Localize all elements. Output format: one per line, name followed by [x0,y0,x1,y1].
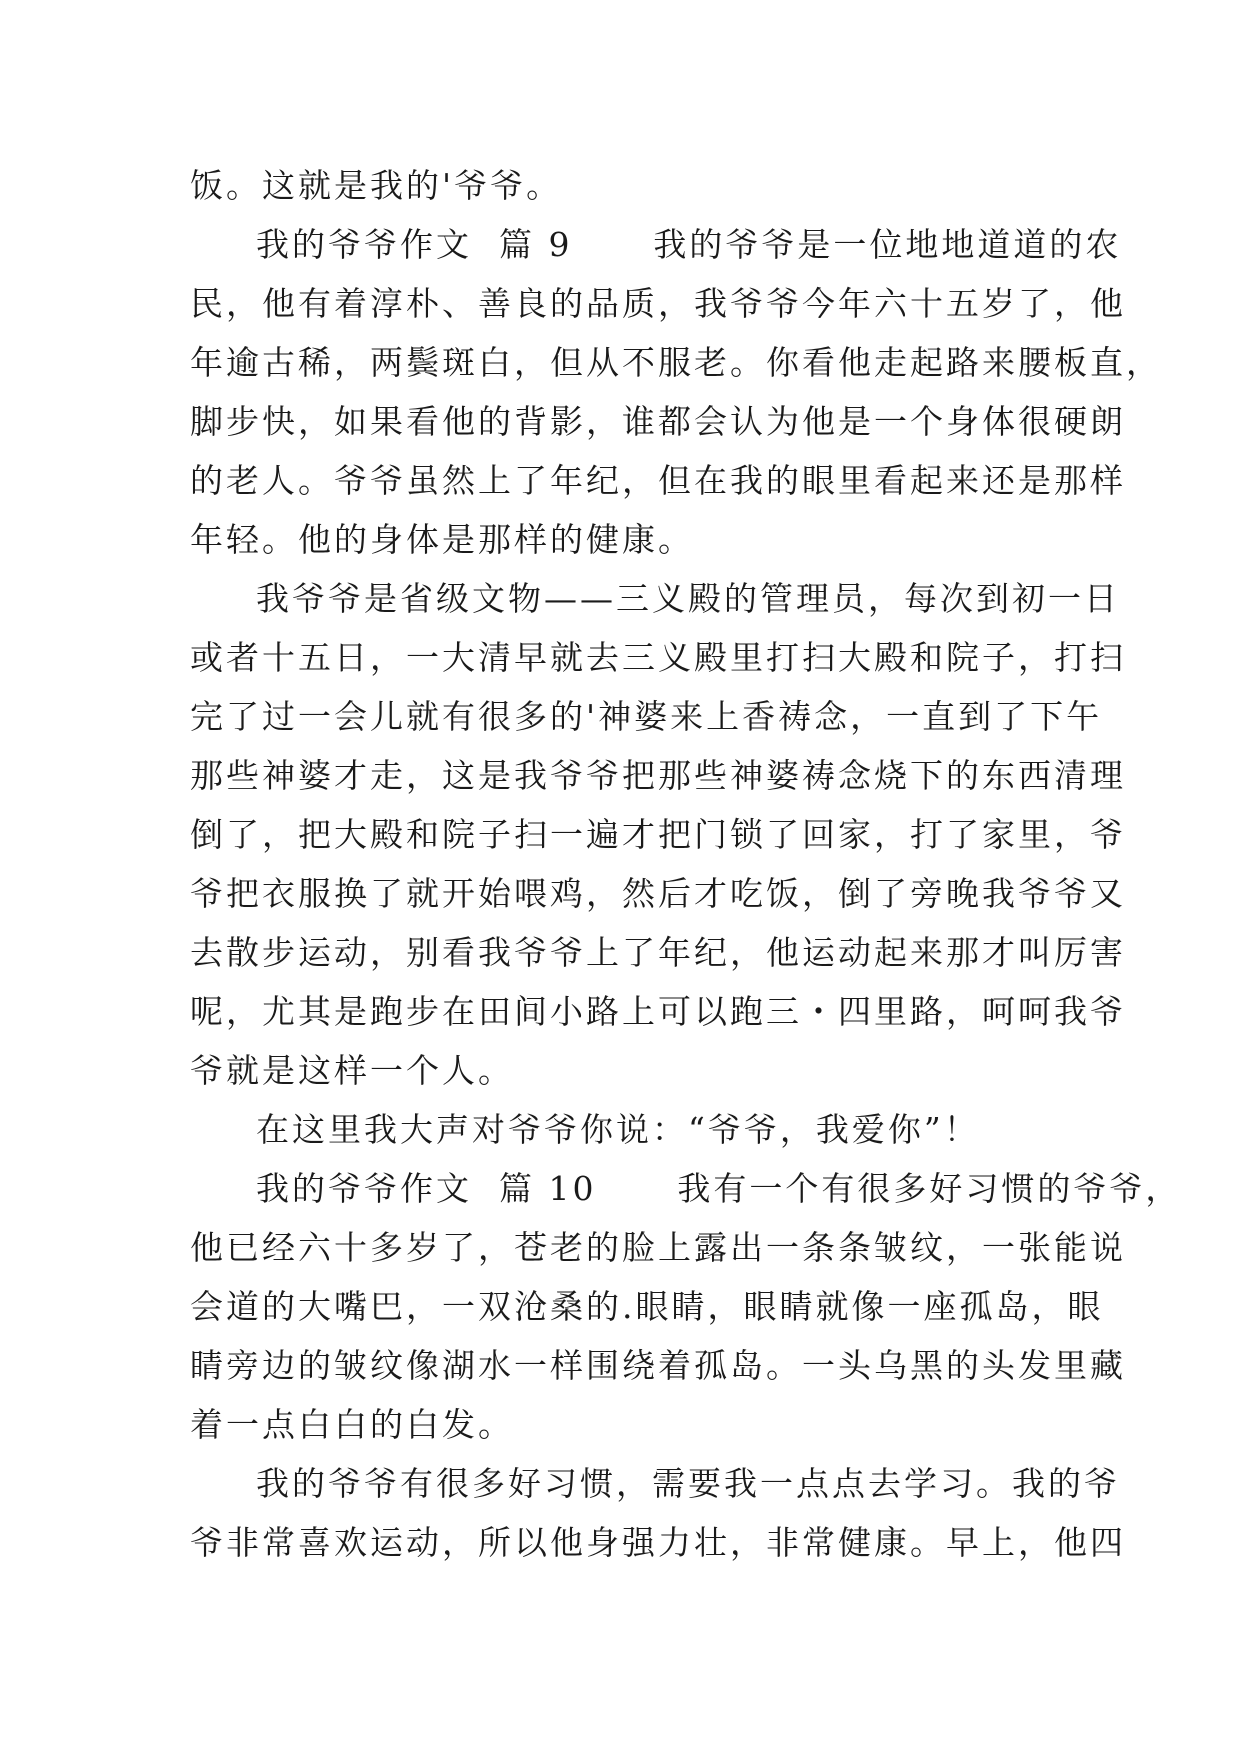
text-line: 我的爷爷作文 篇 9 我的爷爷是一位地地道道的农 [256,225,1122,264]
text-line: 民，他有着淳朴、善良的品质，我爷爷今年六十五岁了，他 [190,284,1126,323]
text-line: 呢，尤其是跑步在田间小路上可以跑三・四里路，呵呵我爷 [190,992,1126,1031]
text-line: 完了过一会儿就有很多的'神婆来上香祷念，一直到了下午 [190,697,1103,736]
text-line: 我的爷爷有很多好习惯，需要我一点点去学习。我的爷 [256,1464,1120,1503]
text-line: 或者十五日，一大清早就去三义殿里打扫大殿和院子，打扫 [190,638,1126,677]
text-line: 爷非常喜欢运动，所以他身强力壮，非常健康。早上，他四 [190,1523,1126,1562]
document-body [190,156,1182,1572]
text-line: 那些神婆才走，这是我爷爷把那些神婆祷念烧下的东西清理 [190,756,1126,795]
text-line: 爷就是这样一个人。 [190,1051,514,1090]
text-line: 倒了，把大殿和院子扫一遍才把门锁了回家，打了家里，爷 [190,815,1126,854]
text-line: 着一点白白的白发。 [190,1405,514,1444]
text-line: 年逾古稀，两鬓斑白，但从不服老。你看他走起路来腰板直， [190,343,1162,382]
text-line: 去散步运动，别看我爷爷上了年纪，他运动起来那才叫厉害 [190,933,1126,972]
text-line: 睛旁边的皱纹像湖水一样围绕着孤岛。一头乌黑的头发里藏 [190,1346,1126,1385]
text-line: 在这里我大声对爷爷你说：“爷爷，我爱你”！ [256,1110,980,1149]
text-line: 我爷爷是省级文物——三义殿的管理员，每次到初一日 [256,579,1120,618]
text-line: 他已经六十多岁了，苍老的脸上露出一条条皱纹，一张能说 [190,1228,1126,1267]
text-line: 脚步快，如果看他的背影，谁都会认为他是一个身体很硬朗 [190,402,1126,441]
text-line: 会道的大嘴巴，一双沧桑的.眼睛，眼睛就像一座孤岛，眼 [190,1287,1104,1326]
text-line: 年轻。他的身体是那样的健康。 [190,520,694,559]
text-line: 我的爷爷作文 篇 10 我有一个有很多好习惯的爷爷， [256,1169,1182,1208]
text-line: 饭。这就是我的'爷爷。 [190,166,563,205]
text-line: 的老人。爷爷虽然上了年纪，但在我的眼里看起来还是那样 [190,461,1126,500]
text-line: 爷把衣服换了就开始喂鸡，然后才吃饭，倒了旁晚我爷爷又 [190,874,1126,913]
